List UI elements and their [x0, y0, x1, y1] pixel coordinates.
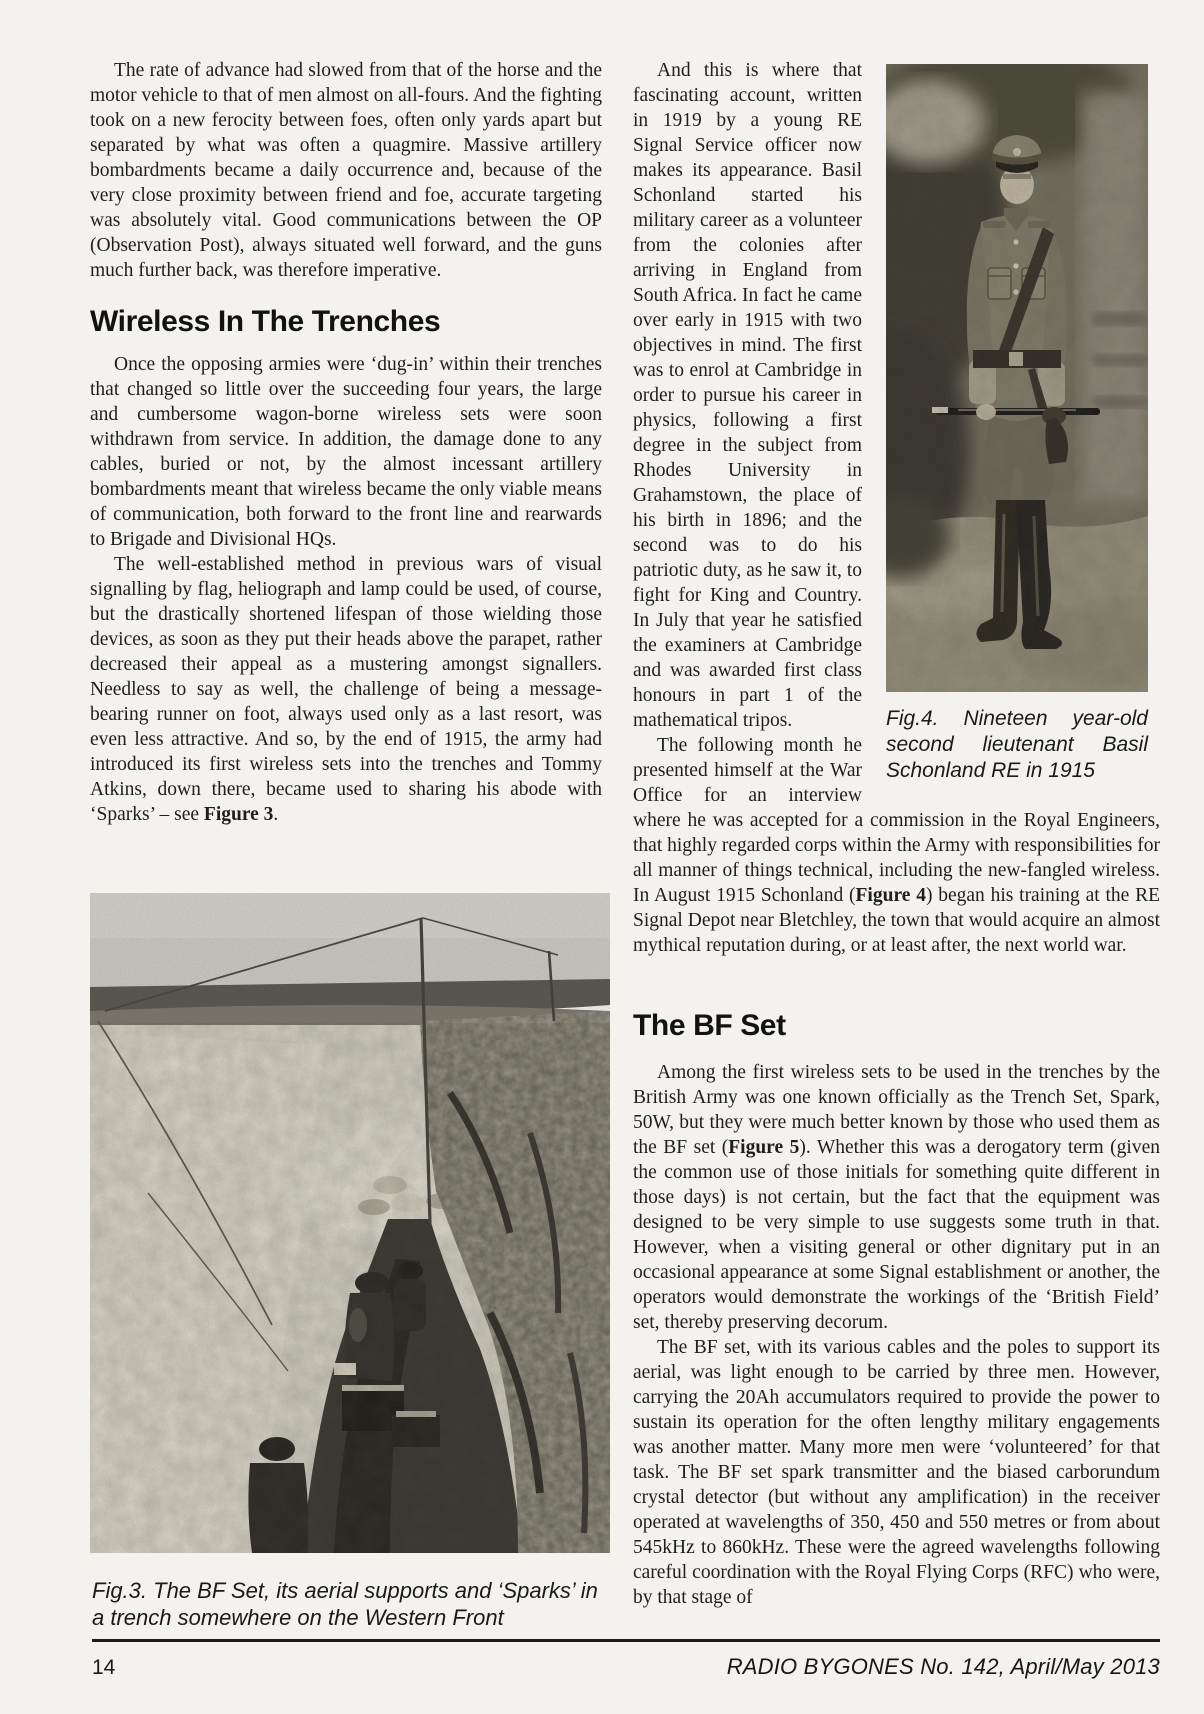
footer-rule [92, 1639, 1160, 1642]
figure-3-reference: Figure 3 [203, 804, 274, 825]
paragraph-text: The well-established method in previous wars of visual signalling by flag, heliograph and lamp could be used, of course, but the drastically shortened lifespan of those wielding those devices, as soon as they put their heads above the parapet, rather decreased their appeal as a mustering amongst signallers. Needless to say as well, the challenge of being a message-bearing runner on foot, always used only as a last resort, was even less attractive. And so, by the end of 1915, the army had introduced its first wireless sets into the trenches and Tommy Atkins, down there, became used to sharing his abode with ‘Sparks’ – see [90, 554, 602, 825]
figure-5-reference: Figure 5 [728, 1137, 800, 1158]
body-paragraph: The BF set, with its various cables and the poles to support its aerial, was light enough to be carried by three men. However, carrying the 20Ah accumulators required to provide the power to sustain its operation for the often lengthy military engagements was another matter. Many more men were ‘volunteered’ for that task. The BF set spark transmitter and the biased carborundum crystal detector (but without any amplification) in the receiver operated at wavelengths of 350, 450 and 550 metres or from about 545kHz to 860kHz. These were the agreed wavelengths following careful coordination with the Royal Flying Corps (RFC) who were, by that stage of [633, 1337, 1160, 1608]
body-paragraph: Once the opposing armies were ‘dug-in’ within their trenches that changed so little over the succeeding four years, the large and cumbersome wagon-borne wireless sets were soon withdrawn from service. In addition, the damage done to any cables, buried or not, by the almost incessant artillery bombardments meant that wireless became the only viable means of communication, both forward to the front line and rearwards to Brigade and Divisional HQs. [90, 354, 602, 550]
soldier-portrait-photo [886, 64, 1148, 692]
paragraph-text: The following month he presented himself at the War Office for an interview where he was accepted for a commission in the Royal Engineers, that highly regarded corps within the Army with responsibilities for all manner of things technical, including the new-fangled wireless. In August 1915 Schonland ( [633, 735, 1160, 906]
figure-4-caption: Fig.4. Nineteen year-old second lieutenant Basil Schonland RE in 1915 [886, 707, 1148, 782]
paragraph-text: ) began his training at the RE Signal Depot near Bletchley, the town that would acquire an almost mythical reputation during, or at least after, the next world war. [633, 885, 1161, 956]
figure-3-caption: Fig.3. The BF Set, its aerial supports and ‘Sparks’ in a trench somewhere on the Western Front [92, 1578, 598, 1630]
right-column [633, 58, 1160, 958]
figure-3 [90, 893, 610, 1631]
paragraph-text: ). Whether this was a derogatory term (given the common use of those initials for something quite different in those days) is not certain, but the fact that the equipment was designed to be very simple to use suggests some truth in that. However, when a visiting general or other dignitary put in an occasional appearance at some Signal establishment or another, the operators would demonstrate the workings of the ‘British Field’ set, thereby preserving decorum. [633, 1137, 1160, 1333]
body-paragraph: And this is where that fascinating account, written in 1919 by a young RE Signal Service officer now makes its appearance. Basil Schonland started his military career as a volunteer from the colonies after arriving in England from South Africa. In fact he came over early in 1915 with two objectives in mind. The first was to enrol at Cambridge in order to pursue his career in physics, following a first degree in the subject from Rhodes University in Grahamstown, the place of his birth in 1896; and the second was to do his patriotic duty, as he saw it, to fight for King and Country. In July that year he satisfied the examiners at Cambridge and was awarded first class honours in part 1 of the mathematical tripos. [633, 60, 862, 731]
section-heading-the-bf-set: The BF Set [633, 1009, 786, 1042]
section-heading-wireless-in-the-trenches: Wireless In The Trenches [90, 305, 441, 338]
trench-wireless-photo [90, 893, 610, 1553]
body-paragraph [633, 1060, 1160, 1335]
bf-set-section [633, 1008, 1160, 1610]
paragraph-text: Among the first wireless sets to be used in the trenches by the British Army was one known officially as the Trench Set, Spark, 50W, but they were much better known by those who used them as the BF set ( [633, 1062, 1160, 1158]
body-paragraph: The rate of advance had slowed from that of the horse and the motor vehicle to that of men almost on all-fours. And the fighting took on a new ferocity between foes, often only yards apart but separated by what was often a quagmire. Massive artillery bombardments became a daily occurrence and, because of the very close proximity between friend and foe, accurate targeting was absolutely vital. Good communications between the OP (Observation Post), always situated well forward, and the guns much further back, was therefore imperative. [90, 60, 602, 281]
paragraph-text: . [273, 804, 279, 825]
figure-4-reference: Figure 4 [855, 885, 926, 906]
figure-4 [870, 64, 1160, 784]
journal-footer: RADIO BYGONES No. 142, April/May 2013 [726, 1654, 1160, 1679]
page-number: 14 [92, 1656, 116, 1679]
body-paragraph [90, 552, 602, 827]
left-column [90, 58, 602, 827]
